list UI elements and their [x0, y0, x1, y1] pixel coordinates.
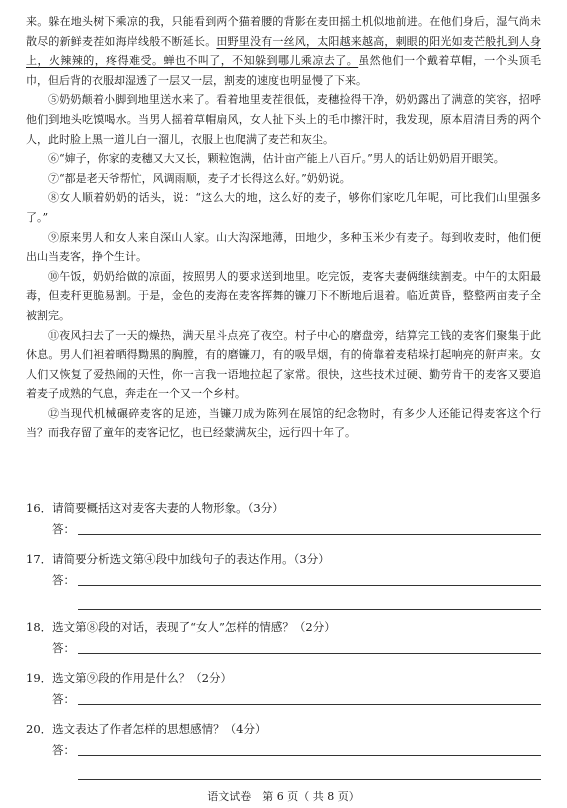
paragraph-5: ⑤奶奶颠着小脚到地里送水来了。看着地里麦茬很低，麦穗捡得干净，奶奶露出了满意的笑容，招呼他们到地头吃馍喝水。当男人摇着草帽扇风，女人扯下头上的毛巾擦汗时，我发现，原本眉清目秀的两个人，此时脸上黑一道儿白一溜儿，衣服上也爬满了麦芒和灰尘。 [26, 93, 541, 146]
question-19 [26, 670, 541, 721]
question-list [26, 500, 541, 789]
paragraph-10: ⑩午饭，奶奶给做的凉面，按照男人的要求送到地里。吃完饭，麦客夫妻俩继续割麦。中午的太阳最毒，但麦秆更脆易割。于是，金色的麦海在麦客挥舞的镰刀下不断地后退着。临近黄昏，整整两亩麦子全被割完。 [26, 269, 541, 322]
answer-line[interactable] [78, 609, 541, 610]
answer-line[interactable] [78, 534, 541, 535]
paragraph-4-end: 虽然他们一个戴着草帽，一个头顶毛巾，但后背的衣服却湿透了一层又一层，割麦的速度也明显慢了下来。 [26, 54, 542, 87]
question-text: 16．请简要概括这对麦客夫妻的人物形象。（3分） [26, 501, 284, 515]
answer-line[interactable] [78, 653, 541, 654]
answer-label: 答： [52, 692, 75, 706]
question-text: 18．选文第⑧段的对话，表现了“女人”怎样的情感？（2分） [26, 620, 336, 634]
question-text: 19．选文第⑨段的作用是什么？（2分） [26, 671, 232, 685]
answer-label: 答： [52, 573, 75, 587]
paragraph-4-start: 来。躲在地头树下乘凉的我，只能看到两个猫着腰的背影在麦田摇土机似地前进。在他们身后，湿气尚未散尽的新鲜麦茬如海岸线般不断延长。 [26, 15, 541, 48]
paragraph-12: ⑫当现代机械碾碎麦客的足迹，当镰刀成为陈列在展馆的纪念物时，有多少人还能记得麦客这个行当？而我存留了童年的麦客记忆，也已经蒙满灰尘，远行四十年了。 [26, 406, 541, 440]
answer-label: 答： [52, 743, 75, 757]
paragraph-8: ⑧女人顺着奶奶的话头，说：“这么大的地，这么好的麦子，够你们家吃几年呢，可比我们山里强多了。” [26, 191, 541, 224]
underlined-sentence: 田野里没有一丝风，太阳越来越高，刺眼的阳光如麦芒般扎到人身上，火辣辣的，疼得难受。蝉也不叫了，不知躲到哪儿乘凉去了。 [26, 34, 542, 68]
question-18 [26, 619, 541, 670]
question-16 [26, 500, 541, 551]
answer-line[interactable] [78, 585, 541, 586]
answer-label: 答： [52, 641, 75, 655]
paragraph-11: ⑪夜风扫去了一天的燥热，满天星斗点亮了夜空。村子中心的磨盘旁，结算完工钱的麦客们聚集于此休息。男人们袒着晒得黝黑的胸膛，有的磨镰刀，有的吸旱烟，有的倚靠着麦秸垛打起响亮的鼾声来。女人们又恢复了爱热闹的天性，你一言我一语地拉起了家常。很快，这些技术过硬、勤劳肯干的麦客又要追着麦子成熟的气息，奔走在一个又一个乡村。 [26, 328, 541, 401]
question-text: 17．请简要分析选文第④段中加线句子的表达作用。（3分） [26, 552, 330, 566]
answer-line[interactable] [78, 755, 541, 756]
paragraph-4 [26, 12, 541, 90]
question-20 [26, 721, 541, 789]
question-text: 20．选文表达了作者怎样的思想感情？（4分） [26, 722, 267, 736]
paragraph-6: ⑥“婶子，你家的麦穗又大又长，颗粒饱满，估计亩产能上八百斤。”男人的话让奶奶眉开眼笑。 [48, 152, 505, 166]
page-footer: 语文试卷 第 6 页（ 共 8 页） [207, 790, 360, 803]
paragraph-9: ⑨原来男人和女人来自深山人家。山大沟深地薄，田地少，多种玉米少有麦子。每到收麦时，他们便出山当麦客，挣个生计。 [26, 230, 541, 264]
answer-line[interactable] [78, 779, 541, 780]
answer-label: 答： [52, 522, 75, 536]
answer-line[interactable] [78, 704, 541, 705]
paragraph-7: ⑦“都是老天爷帮忙，风调雨顺，麦子才长得这么好。”奶奶说。 [48, 171, 351, 185]
question-17 [26, 551, 541, 619]
reading-passage [26, 12, 541, 443]
